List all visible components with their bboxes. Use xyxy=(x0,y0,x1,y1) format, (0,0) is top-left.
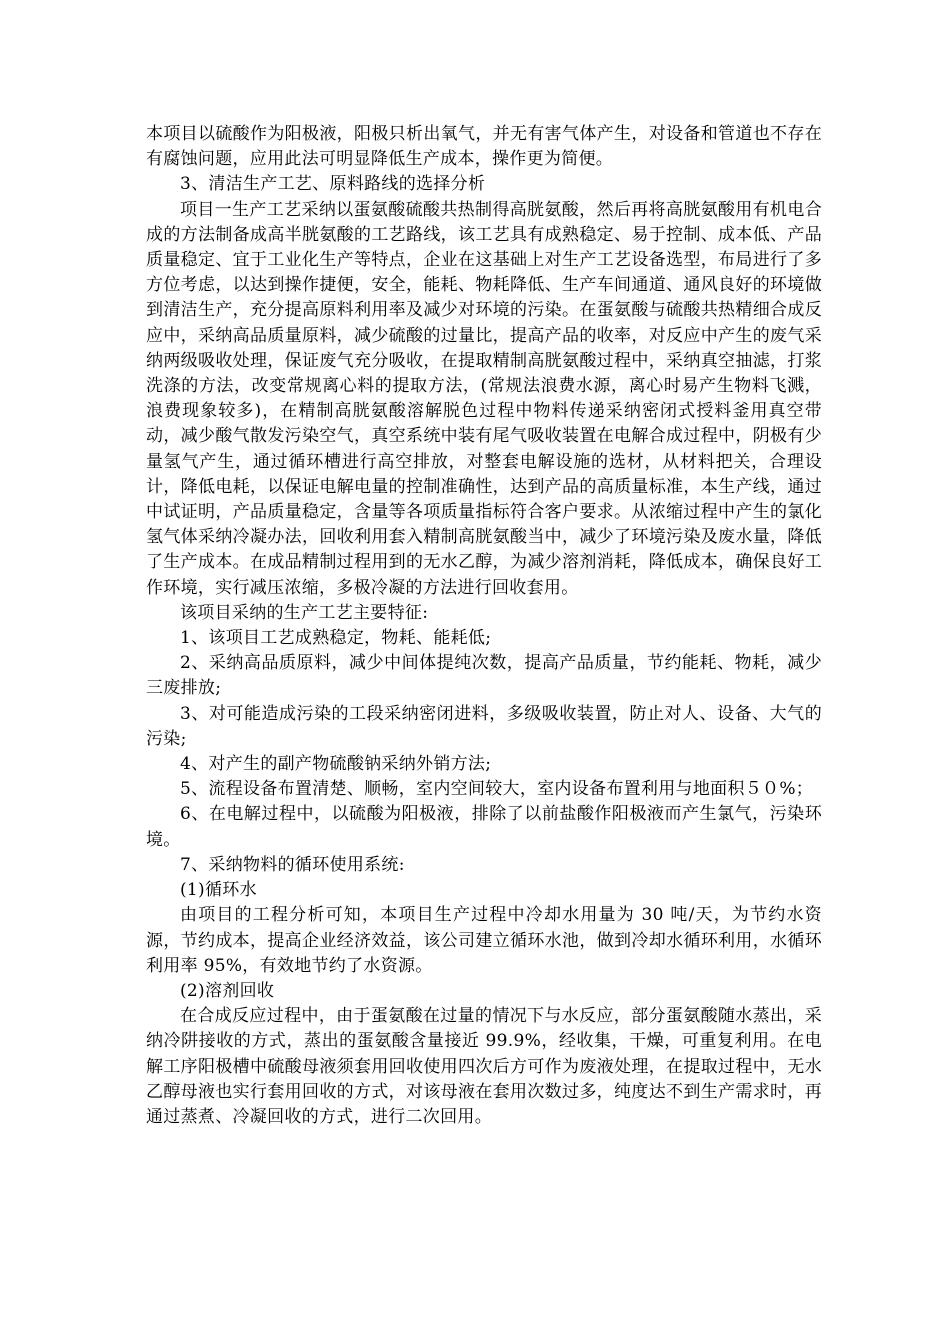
paragraph-process-route: 项目一生产工艺采纳以蛋氨酸硫酸共热制得高胱氨酸，然后再将高胱氨酸用有机电合成的方法制备成高半胱氨酸的工艺路线，该工艺具有成熟稳定、易于控制、成本低、产品质量稳定、宜于工业化生产等特点，企业在这基础上对生产工艺设备选型，布局进行了多方位考虑，以达到操作捷便，安全，能耗、物耗降低、生产车间通道、通风良好的环境做到清洁生产，充分提高原料利用率及减少对环境的污染。在蛋氨酸与硫酸共热精细合成反应中，采纳高品质量原料，减少硫酸的过量比，提高产品的收率，对反应中产生的废气采纳两级吸收处理，保证废气充分吸收，在提取精制高胱氨酸过程中，采纳真空抽滤，打浆洗涤的方法，改变常规离心料的提取方法，(常规法浪费水源，离心时易产生物料飞溅，浪费现象较多)，在精制高胱氨酸溶解脱色过程中物料传递采纳密闭式授料釜用真空带动，减少酸气散发污染空气，真空系统中装有尾气吸收装置在电解合成过程中，阴极有少量氢气产生，通过循环槽进行高空排放，对整套电解设施的选材，从材料把关，合理设计，降低电耗，以保证电解电量的控制准确性，达到产品的高质量标准，本生产线，通过中试证明，产品质量稳定，含量等各项质量指标符合客户要求。从浓缩过程中产生的氯化氢气体采纳冷凝办法，回收利用套入精制高胱氨酸当中，减少了环境污染及废水量，降低了生产成本。在成品精制过程用到的无水乙醇，为减少溶剂消耗，降低成本，确保良好工作环境，实行减压浓缩，多极冷凝的方法进行回收套用。 xyxy=(146,199,822,598)
subheading-solvent-recovery: (2)溶剂回收 xyxy=(180,980,275,1001)
feature-item-6: 6、在电解过程中，以硫酸为阳极液，排除了以前盐酸作阳极液而产生氯气，污染环境。 xyxy=(146,804,822,850)
features-heading: 该项目采纳的生产工艺主要特征: xyxy=(180,602,429,623)
feature-item-7: 7、采纳物料的循环使用系统: xyxy=(180,854,405,875)
paragraph-solvent-recovery: 在合成反应过程中，由于蛋氨酸在过量的情况下与水反应，部分蛋氨酸随水蒸出，采纳冷阱接收的方式，蒸出的蛋氨酸含量接近 99.9%，经收集，干燥，可重复利用。在电解工序阳极槽中硫酸母液须套用回收使用四次后方可作为废液处理，在提取过程中，无水乙醇母液也实行套用回收的方式，对该母液在套用次数过多，纯度达不到生产需求时，再通过蒸煮、冷凝回收的方式，进行二次回用。 xyxy=(146,1006,822,1127)
paragraph-circulating-water: 由项目的工程分析可知，本项目生产过程中冷却水用量为 30 吨/天，为节约水资源，节约成本，提高企业经济效益，该公司建立循环水池，做到冷却水循环利用，水循环利用率 95%，有效地节约了水资源。 xyxy=(146,905,822,976)
feature-item-5: 5、流程设备布置清楚、顺畅，室内空间较大，室内设备布置利用与地面积５０%； xyxy=(180,779,814,800)
section-heading-clean-production: 3、清洁生产工艺、原料路线的选择分析 xyxy=(180,174,486,195)
document-body xyxy=(146,122,822,1130)
subheading-circulating-water: (1)循环水 xyxy=(180,880,257,901)
feature-item-4: 4、对产生的副产物硫酸钠采纳外销方法; xyxy=(180,754,492,775)
feature-item-1: 1、该项目工艺成熟稳定，物耗、能耗低; xyxy=(180,628,492,649)
feature-item-3: 3、对可能造成污染的工段采纳密闭进料，多级吸收装置，防止对人、设备、大气的污染; xyxy=(146,703,822,749)
feature-item-2: 2、采纳高品质原料，减少中间体提纯次数，提高产品质量，节约能耗、物耗，减少三废排放; xyxy=(146,653,822,699)
paragraph-anode-liquid: 本项目以硫酸作为阳极液，阳极只析出氧气，并无有害气体产生，对设备和管道也不存在有腐蚀问题，应用此法可明显降低生产成本，操作更为简便。 xyxy=(146,124,822,170)
